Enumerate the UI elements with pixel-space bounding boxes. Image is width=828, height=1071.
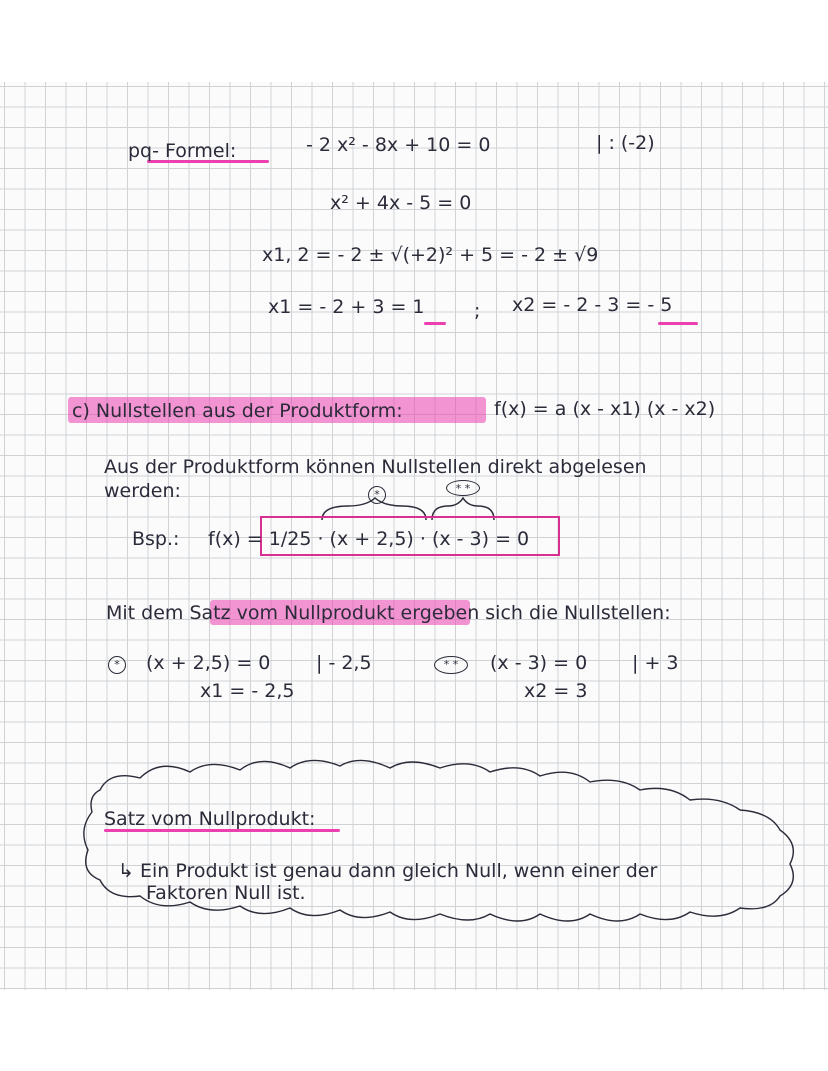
right-equation-2: x2 = 3 [524, 680, 588, 702]
pq-equation-1: - 2 x² - 8x + 10 = 0 [306, 134, 491, 156]
pq-equation-2: x² + 4x - 5 = 0 [330, 192, 472, 214]
pq-label: pq- Formel: [128, 140, 237, 162]
pq-solution-x1: x1 = - 2 + 3 = 1 [268, 296, 425, 318]
cloud-title: Satz vom Nullprodukt: [104, 808, 316, 830]
product-form-text-line-2: werden: [104, 480, 181, 502]
pq-equation-1-operation: | : (-2) [596, 132, 655, 154]
product-form-text-line-1: Aus der Produktform können Nullstellen direkt abgelesen [104, 456, 647, 478]
nullprodukt-sentence: Mit dem Satz vom Nullprodukt ergeben sich die Nullstellen: [106, 602, 671, 624]
pq-solution-x2: x2 = - 2 - 3 = - 5 [512, 294, 673, 316]
marker-single-star: * [368, 486, 386, 504]
right-star-marker: * * [434, 656, 468, 674]
example-label: Bsp.: [132, 528, 180, 550]
left-star-marker: * [108, 656, 126, 674]
left-equation-1: (x + 2,5) = 0 [146, 652, 271, 674]
cloud-text-line-2: Faktoren Null ist. [146, 882, 306, 904]
section-c-heading: c) Nullstellen aus der Produktform: [72, 400, 403, 422]
product-form-formula: f(x) = a (x - x1) (x - x2) [494, 398, 716, 420]
pq-solution-separator: ; [474, 300, 481, 322]
cloud-text-line-1: ↳ Ein Produkt ist genau dann gleich Null, wenn einer der [118, 860, 658, 882]
example-equation: f(x) = 1/25 · (x + 2,5) · (x - 3) = 0 [208, 528, 530, 550]
left-equation-2: x1 = - 2,5 [200, 680, 295, 702]
right-equation-operation: | + 3 [632, 652, 679, 674]
left-equation-operation: | - 2,5 [316, 652, 372, 674]
marker-double-star: * * [446, 480, 480, 496]
pq-equation-3: x1, 2 = - 2 ± √(+2)² + 5 = - 2 ± √9 [262, 244, 599, 266]
right-equation-1: (x - 3) = 0 [490, 652, 588, 674]
